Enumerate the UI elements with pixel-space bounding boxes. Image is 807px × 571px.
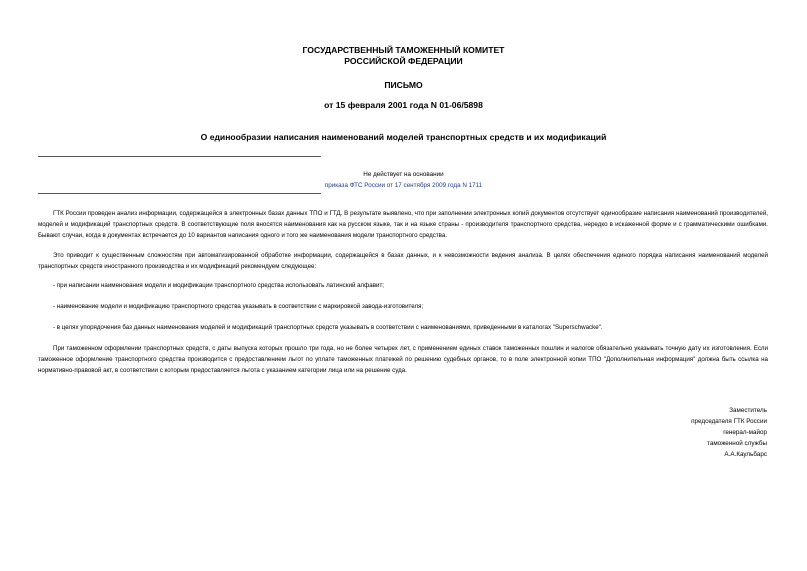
document-title: О единообразии написания наименований моделей транспортных средств и их модификаций bbox=[200, 132, 607, 142]
divider-top bbox=[38, 156, 321, 157]
signature-rank: генерал-майор bbox=[723, 429, 767, 436]
document-type: ПИСЬМО bbox=[384, 80, 423, 90]
signature-service: таможенной службы bbox=[707, 440, 767, 447]
signature-position: Заместитель bbox=[729, 407, 767, 414]
recommendation-item-2 bbox=[38, 301, 768, 312]
org-name-line-1: ГОСУДАРСТВЕННЫЙ ТАМОЖЕННЫЙ КОМИТЕТ bbox=[302, 45, 505, 55]
recommendation-item-1-text: - при написании наименования модели и модификации транспортного средства использовать латинский алфавит; bbox=[53, 282, 384, 289]
divider-bottom bbox=[38, 193, 321, 194]
repeal-order-link[interactable]: приказа ФТС России от 17 сентября 2009 года N 1711 bbox=[324, 182, 483, 189]
body-paragraph-1-text: ГТК России проведен анализ информации, содержащейся в электронных базах данных ТПО и ГТД. В результате выявлено, что при заполнении электронных копий документов отсутствует единообразие написания наименований производителей, моделей и модификаций транспортных средств. В соответствующие поля вносятся наименования как на русском языке, так и на языке страны - производителя транспортного средства, нередко в искаженной форме и с грамматическими ошибками. Бывают случаи, когда в документах встречается до 10 вариантов написания одного и того же наименования модели транспортного средства. bbox=[38, 210, 768, 239]
body-paragraph-2-text: Это приводит к существенным сложностям при автоматизированной обработке информации, содержащейся в базах данных, и к невозможности ведения анализа. В целях обеспечения единого порядка написания наименований моделей транспортных средств иностранного производства и их модификаций рекомендуем следующее: bbox=[38, 252, 768, 270]
recommendation-item-3 bbox=[38, 322, 768, 333]
recommendation-item-1 bbox=[38, 280, 768, 291]
body-paragraph-2 bbox=[38, 250, 768, 272]
status-note: Не действует на основании bbox=[363, 171, 444, 178]
signature-organization: председателя ГТК России bbox=[691, 418, 767, 425]
signatory-name: А.А.Каульбарс bbox=[724, 451, 767, 458]
recommendation-item-3-text: - в целях упорядочения баз данных наименования моделей и модификаций транспортных средств указывать в соответствии с наименованиями, приведенными в каталогах "Superschwacke". bbox=[53, 324, 603, 331]
body-paragraph-3-text: При таможенном оформлении транспортных средств, с даты выпуска которых прошло три года, но не более четырех лет, с применением единых ставок таможенных пошлин и налогов обязательно указывать точную дату их изготовления. Если таможенное оформление транспортного средства производится с предоставлением льгот по уплате таможенных платежей по решению судебных органов, то в поле электронной копии ТПО "Дополнительная информация" должна быть ссылка на нормативно-правовой акт, в соответствии с которым предоставляется льгота с указанием категории лица или на решение суда. bbox=[38, 345, 768, 374]
org-name-line-2: РОССИЙСКОЙ ФЕДЕРАЦИИ bbox=[344, 56, 463, 66]
body-paragraph-1 bbox=[38, 208, 768, 241]
recommendation-item-2-text: - наименование модели и модификацию транспортного средства указывать в соответствии с маркировкой завода-изготовителя; bbox=[53, 303, 424, 310]
body-paragraph-3 bbox=[38, 343, 768, 376]
issuing-organization bbox=[0, 45, 807, 67]
document-date-number: от 15 февраля 2001 года N 01-06/5898 bbox=[324, 100, 483, 110]
status-note-link-line bbox=[0, 180, 807, 191]
